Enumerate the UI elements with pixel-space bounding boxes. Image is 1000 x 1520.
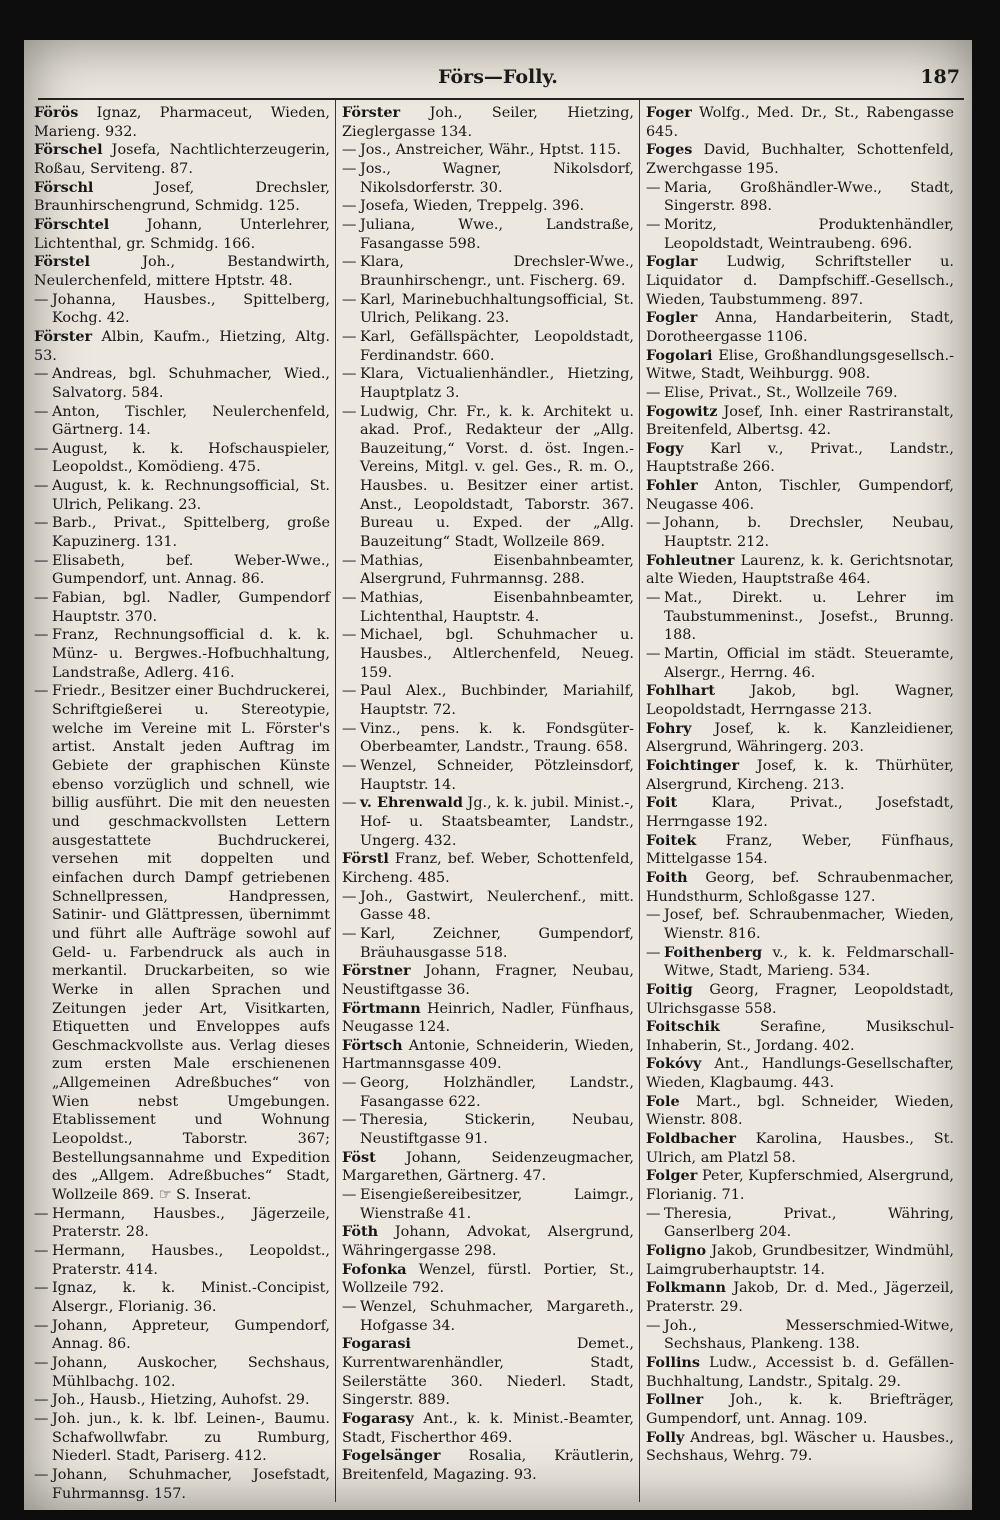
- directory-entry: [342, 720, 634, 757]
- directory-entry: [646, 347, 954, 384]
- entry-text: Franz, Weber, Fünfhaus, Mittelgasse 154.: [646, 832, 954, 868]
- entry-text: Demet., Kurrentwarenhändler, Stadt, Seilerstätte 360. Niederl. Stadt, Singerstr. 889.: [342, 1336, 634, 1409]
- directory-entry: [34, 403, 330, 440]
- entry-text: Ant., k. k. Minist.-Beamter, Stadt, Fischerthor 469.: [342, 1410, 634, 1446]
- ditto-dash: —: [342, 795, 357, 812]
- entry-text: Johann, Unterlehrer, Lichtenthal, gr. Schmidg. 166.: [34, 216, 330, 252]
- entry-surname: Fogy: [646, 439, 684, 457]
- directory-entry: [646, 253, 954, 309]
- entry-text: August, k. k. Rechnungsofficial, St. Ulrich, Pelikang. 23.: [52, 478, 330, 513]
- entry-text: Joh., k. k. Briefträger, Gumpendorf, unt. Annag. 109.: [646, 1392, 955, 1427]
- directory-entry: [34, 1242, 330, 1279]
- entry-surname: Foithenberg: [664, 943, 763, 961]
- ditto-dash: —: [34, 1243, 49, 1260]
- directory-entry: [342, 365, 634, 402]
- directory-entry: [646, 552, 954, 589]
- entry-text: Andreas, bgl. Schuhmacher, Wied., Salvatorg. 584.: [52, 366, 330, 401]
- entry-text: Anton, Tischler, Gumpendorf, Neugasse 406.: [646, 478, 954, 513]
- ditto-dash: —: [342, 216, 357, 233]
- entry-surname: v. Ehrenwald: [360, 794, 463, 812]
- ditto-dash: —: [342, 1299, 357, 1315]
- entry-text: v., k. k. Feldmarschall-Witwe, Stadt, Marieng. 534.: [664, 944, 955, 980]
- directory-entry: [646, 1429, 954, 1466]
- ditto-dash: —: [34, 1466, 49, 1483]
- directory-entry: [342, 1037, 634, 1074]
- entry-surname: Fohleutner: [646, 551, 735, 569]
- running-title: Förs—Folly.: [438, 66, 558, 88]
- entry-surname: Follins: [646, 1353, 700, 1371]
- entry-text: Ludw., Accessist b. d. Gefällen-Buchhaltung, Landstr., Spitalg. 29.: [646, 1354, 954, 1390]
- ditto-dash: —: [646, 1317, 661, 1334]
- directory-entry: [646, 869, 954, 906]
- column-2: [342, 104, 634, 1502]
- ditto-dash: —: [342, 198, 357, 215]
- entry-text: Elise, Privat., St., Wollzeile 769.: [664, 384, 898, 401]
- directory-entry: [646, 757, 954, 794]
- entry-text: Anna, Handarbeiterin, Stadt, Dorotheergasse 1106.: [646, 310, 954, 345]
- directory-entry: [646, 514, 954, 551]
- ditto-dash: —: [342, 888, 357, 905]
- entry-text: Wolfg., Med. Dr., St., Rabengasse 645.: [646, 105, 954, 140]
- entry-text: Wenzel, Schneider, Pötzleinsdorf, Hauptstr. 14.: [360, 757, 634, 793]
- directory-entry: [646, 403, 954, 440]
- entry-surname: Foges: [646, 141, 693, 159]
- entry-text: Karl, Marinebuchhaltungsofficial, St. Ulrich, Pelikang. 23.: [360, 291, 634, 327]
- directory-entry: [342, 1447, 634, 1484]
- directory-entry: [646, 216, 954, 253]
- directory-entry: [342, 1410, 634, 1447]
- entry-surname: Fole: [646, 1092, 680, 1110]
- directory-entry: [342, 104, 634, 141]
- ditto-dash: —: [342, 1187, 357, 1204]
- directory-entry: [342, 850, 634, 887]
- directory-entry: [342, 962, 634, 999]
- directory-entry: [646, 1093, 954, 1130]
- directory-entry: [646, 440, 954, 477]
- entry-text: Fabian, bgl. Nadler, Gumpendorf Hauptstr. 370.: [52, 590, 330, 625]
- entry-surname: Foitschik: [646, 1018, 720, 1036]
- entry-surname: Foldbacher: [646, 1130, 736, 1148]
- entry-surname: Follner: [646, 1391, 704, 1409]
- directory-entry: [34, 1466, 330, 1503]
- ditto-dash: —: [34, 366, 49, 383]
- entry-surname: Fogarasy: [342, 1409, 414, 1427]
- ditto-dash: —: [342, 328, 357, 345]
- entry-text: Theresia, Privat., Währing, Ganserlberg 204.: [664, 1205, 954, 1241]
- directory-entry: [342, 626, 634, 682]
- ditto-dash: —: [34, 1354, 49, 1371]
- directory-entry: [342, 757, 634, 794]
- directory-page: [24, 40, 972, 1510]
- entry-text: Albin, Kaufm., Hietzing, Altg. 53.: [34, 328, 331, 364]
- entry-text: Georg, Fragner, Leopoldstadt, Ulrichsgasse 558.: [646, 981, 955, 1017]
- ditto-dash: —: [646, 384, 661, 401]
- entry-text: Rosalia, Kräutlerin, Breitenfeld, Magazing. 93.: [342, 1448, 634, 1483]
- entry-text: Joh., Gastwirt, Neulerchenf., mitt. Gasse 48.: [360, 888, 634, 924]
- entry-surname: Foitig: [646, 980, 693, 998]
- directory-entry: [342, 216, 634, 253]
- directory-entry: [34, 477, 330, 514]
- column-divider: [335, 100, 336, 1502]
- entry-text: Moritz, Produktenhändler, Leopoldstadt, Weintraubeng. 696.: [664, 216, 954, 252]
- directory-entry: [646, 944, 954, 981]
- entry-text: Karl, Zeichner, Gumpendorf, Bräuhausgasse 518.: [360, 925, 634, 961]
- directory-entry: [342, 1335, 634, 1410]
- entry-text: Franz, Rechnungsofficial d. k. k. Münz- u. Bergwes.-Hofbuchhaltung, Landstraße, Adlerg. 416.: [52, 627, 330, 681]
- directory-entry: [34, 1317, 330, 1354]
- entry-text: Elisabeth, bef. Weber-Wwe., Gumpendorf, unt. Annag. 86.: [52, 552, 330, 588]
- ditto-dash: —: [646, 515, 661, 532]
- entry-text: Eisengießereibesitzer, Laimgr., Wienstraße 41.: [360, 1187, 634, 1222]
- entry-text: Jakob, Grundbesitzer, Windmühl, Laimgruberhauptstr. 14.: [646, 1243, 954, 1278]
- entry-text: Klara, Drechsler-Wwe., Braunhirschengr., unt. Fischerg. 69.: [360, 254, 634, 289]
- entry-surname: Foitek: [646, 831, 697, 849]
- entry-surname: Fogarasi: [342, 1335, 411, 1353]
- entry-text: Mat., Direkt. u. Lehrer im Taubstummeninst., Josefst., Brunng. 188.: [664, 590, 954, 644]
- entry-surname: Folly: [646, 1428, 685, 1446]
- entry-surname: Fogowitz: [646, 402, 718, 420]
- directory-entry: [34, 216, 330, 253]
- entry-surname: Förster: [342, 104, 401, 121]
- entry-text: Georg, bef. Schraubenmacher, Hundsthurm, Schloßgasse 127.: [646, 869, 954, 905]
- entry-text: Karolina, Hausbes., St. Ulrich, am Platzl 58.: [646, 1131, 954, 1166]
- entry-surname: Förtsch: [342, 1036, 403, 1054]
- entry-surname: Fofonka: [342, 1260, 407, 1278]
- entry-text: Theresia, Stickerin, Neubau, Neustiftgasse 91.: [360, 1112, 634, 1148]
- directory-entry: [34, 291, 330, 328]
- entry-surname: Förster: [34, 327, 93, 345]
- entry-text: Jos., Anstreicher, Währ., Hptst. 115.: [360, 142, 621, 159]
- entry-surname: Fogler: [646, 309, 698, 327]
- ditto-dash: —: [342, 160, 357, 177]
- ditto-dash: —: [34, 552, 49, 569]
- entry-surname: Förschel: [34, 141, 103, 159]
- ditto-dash: —: [646, 907, 661, 924]
- directory-entry: [646, 981, 954, 1018]
- directory-entry: [342, 682, 634, 719]
- entry-text: Josef, Drechsler, Braunhirschengrund, Schmidg. 125.: [34, 179, 331, 215]
- directory-entry: [34, 1391, 330, 1410]
- directory-entry: [34, 141, 330, 178]
- entry-surname: Förstner: [342, 962, 411, 980]
- entry-surname: Fokóvy: [646, 1055, 702, 1073]
- entry-surname: Folger: [646, 1167, 698, 1185]
- ditto-dash: —: [34, 590, 49, 607]
- directory-entry: [646, 645, 954, 682]
- directory-entry: [342, 794, 634, 850]
- entry-text: Jakob, bgl. Wagner, Leopoldstadt, Herrngasse 213.: [646, 683, 954, 718]
- directory-entry: [342, 925, 634, 962]
- directory-entry: [342, 1000, 634, 1037]
- directory-entry: [342, 141, 634, 160]
- directory-entry: [646, 1055, 954, 1092]
- directory-entry: [342, 1186, 634, 1223]
- ditto-dash: —: [646, 179, 661, 196]
- ditto-dash: —: [34, 478, 49, 495]
- directory-entry: [342, 160, 634, 197]
- entry-text: Joh., Messerschmied-Witwe, Sechshaus, Plankeng. 138.: [664, 1317, 954, 1353]
- directory-entry: [646, 1354, 954, 1391]
- ditto-dash: —: [342, 552, 357, 569]
- entry-text: Antonie, Schneiderin, Wieden, Hartmannsgasse 409.: [342, 1037, 635, 1073]
- entry-text: Johann, Auskocher, Sechshaus, Mühlbachg. 102.: [52, 1354, 330, 1390]
- ditto-dash: —: [34, 291, 49, 308]
- entry-surname: Förös: [34, 104, 79, 121]
- entry-text: Paul Alex., Buchbinder, Mariahilf, Hauptstr. 72.: [360, 683, 634, 718]
- directory-entry: [646, 477, 954, 514]
- directory-entry: [646, 309, 954, 346]
- directory-entry: [342, 253, 634, 290]
- ditto-dash: —: [342, 720, 357, 737]
- entry-text: Michael, bgl. Schuhmacher u. Hausbes., Altlerchenfeld, Neueg. 159.: [360, 627, 634, 681]
- directory-entry: [646, 104, 954, 141]
- ditto-dash: —: [342, 757, 357, 774]
- entry-text: Josefa, Nachtlichterzeugerin, Roßau, Serviteng. 87.: [34, 142, 330, 177]
- entry-text: Josef, k. k. Thürhüter, Alsergrund, Kircheng. 213.: [646, 757, 954, 793]
- entry-text: Ludwig, Chr. Fr., k. k. Architekt u. akad. Prof., Redakteur der „Allg. Bauzeitung,“ Vorst. d. öst. Ingen.-Vereins, Mitgl. v. gel. Ges., R. m. O., Hausbes. u. Besitzer einer artist. Anst., Leopoldstadt, Taborstr. 367. Bureau u. Exped. der „Allg. Bauzeitung“ Stadt, Wollzeile 869.: [360, 403, 634, 551]
- directory-entry: [342, 1298, 634, 1335]
- directory-entry: [34, 626, 330, 682]
- ditto-dash: —: [342, 142, 357, 159]
- directory-entry: [646, 832, 954, 869]
- entry-text: Juliana, Wwe., Landstraße, Fasangasse 598.: [360, 216, 634, 252]
- directory-entry: [646, 384, 954, 403]
- column-3: [646, 104, 954, 1502]
- directory-entry: [34, 440, 330, 477]
- entry-text: Maria, Großhändler-Wwe., Stadt, Singerstr. 898.: [664, 179, 954, 215]
- entry-text: Klara, Victualienhändler., Hietzing, Hauptplatz 3.: [360, 366, 634, 401]
- entry-surname: Foligno: [646, 1242, 707, 1260]
- directory-entry: [646, 179, 954, 216]
- entry-surname: Förschtel: [34, 215, 110, 233]
- directory-entry: [342, 1149, 634, 1186]
- entry-text: Ludwig, Schriftsteller u. Liquidator d. Dampfschiff.-Gesellsch., Wieden, Taubstummeng. 897.: [646, 254, 954, 308]
- entry-surname: Foichtinger: [646, 756, 740, 774]
- entry-surname: Fohler: [646, 477, 698, 495]
- directory-entry: [646, 1205, 954, 1242]
- directory-entry: [34, 514, 330, 551]
- entry-text: Andreas, bgl. Wäscher u. Hausbes., Sechshaus, Wehrg. 79.: [646, 1429, 954, 1465]
- ditto-dash: —: [342, 366, 357, 383]
- entry-text: Hermann, Hausbes., Jägerzeile, Praterstr. 28.: [52, 1205, 330, 1241]
- ditto-dash: —: [342, 1075, 357, 1092]
- directory-entry: [342, 291, 634, 328]
- ditto-dash: —: [34, 627, 49, 644]
- directory-entry: [646, 1167, 954, 1204]
- entry-text: Georg, Holzhändler, Landstr., Fasangasse 622.: [360, 1075, 634, 1110]
- entry-surname: Föst: [342, 1148, 376, 1166]
- directory-entry: [646, 720, 954, 757]
- entry-text: Johann, b. Drechsler, Neubau, Hauptstr. 212.: [664, 515, 954, 551]
- entry-surname: Förstl: [342, 850, 389, 868]
- directory-entry: [342, 197, 634, 216]
- directory-entry: [646, 1242, 954, 1279]
- ditto-dash: —: [34, 1392, 49, 1409]
- directory-entry: [342, 1261, 634, 1298]
- directory-entry: [342, 888, 634, 925]
- directory-entry: [646, 1279, 954, 1316]
- entry-text: Johann, Schuhmacher, Josefstadt, Fuhrmannsg. 157.: [52, 1466, 330, 1502]
- directory-entry: [34, 1205, 330, 1242]
- header-rule: [38, 98, 964, 100]
- entry-text: Barb., Privat., Spittelberg, große Kapuzinerg. 131.: [52, 515, 330, 551]
- directory-entry: [646, 1391, 954, 1428]
- entry-surname: Fogolari: [646, 346, 713, 364]
- entry-surname: Fogelsänger: [342, 1447, 441, 1465]
- entry-text: Ant., Handlungs-Gesellschafter, Wieden, Klagbaumg. 443.: [646, 1056, 954, 1092]
- directory-entry: [646, 906, 954, 943]
- ditto-dash: —: [342, 590, 357, 607]
- directory-entry: [646, 1130, 954, 1167]
- directory-entry: [646, 589, 954, 645]
- entry-surname: Foglar: [646, 253, 698, 271]
- entry-text: Mart., bgl. Schneider, Wieden, Wienstr. 808.: [646, 1093, 954, 1129]
- entry-text: Karl, Gefällspächter, Leopoldstadt, Ferdinandstr. 660.: [360, 328, 634, 364]
- entry-text: Laurenz, k. k. Gerichtsnotar, alte Wieden, Hauptstraße 464.: [646, 552, 954, 588]
- entry-surname: Foit: [646, 794, 678, 812]
- entry-text: Jakob, Dr. d. Med., Jägerzeil, Praterstr. 29.: [646, 1280, 954, 1315]
- ditto-dash: —: [646, 590, 661, 607]
- entry-surname: Förtmann: [342, 999, 421, 1017]
- entry-text: Jos., Wagner, Nikolsdorf, Nikolsdorferstr. 30.: [360, 160, 634, 196]
- entry-text: Josef, bef. Schraubenmacher, Wieden, Wienstr. 816.: [664, 907, 954, 942]
- entry-surname: Foger: [646, 104, 692, 121]
- entry-text: Johanna, Hausbes., Spittelberg, Kochg. 42.: [52, 291, 330, 327]
- directory-entry: [342, 589, 634, 626]
- directory-entry: [34, 552, 330, 589]
- directory-entry: [34, 1354, 330, 1391]
- entry-surname: Fohlhart: [646, 682, 715, 700]
- directory-entry: [34, 365, 330, 402]
- column-divider: [639, 100, 640, 1502]
- entry-text: Joh., Seiler, Hietzing, Zieglergasse 134.: [342, 105, 635, 140]
- ditto-dash: —: [646, 646, 661, 663]
- entry-text: Josef, Inh. einer Rastriranstalt, Breitenfeld, Albertsg. 42.: [646, 403, 954, 439]
- entry-text: Johann, Advokat, Alsergrund, Währingergasse 298.: [342, 1224, 634, 1260]
- directory-entry: [342, 1111, 634, 1148]
- entry-text: Peter, Kupferschmied, Alsergrund, Florianig. 71.: [646, 1168, 955, 1204]
- entry-text: Mathias, Eisenbahnbeamter, Alsergrund, Fuhrmannsg. 288.: [360, 552, 634, 588]
- directory-entry: [34, 1279, 330, 1316]
- entry-text: Martin, Official im städt. Steueramte, Alsergr., Herrng. 46.: [664, 646, 954, 681]
- ditto-dash: —: [34, 683, 49, 700]
- ditto-dash: —: [342, 254, 357, 271]
- entry-text: Franz, bef. Weber, Schottenfeld, Kircheng. 485.: [342, 851, 635, 886]
- entry-text: Joh., Bestandwirth, Neulerchenfeld, mittere Hptstr. 48.: [34, 254, 331, 289]
- directory-entry: [342, 403, 634, 552]
- entry-text: Anton, Tischler, Neulerchenfeld, Gärtnerg. 14.: [52, 403, 330, 439]
- entry-text: Heinrich, Nadler, Fünfhaus, Neugasse 124.: [342, 1000, 634, 1036]
- directory-entry: [342, 552, 634, 589]
- directory-entry: [34, 589, 330, 626]
- entry-text: Vinz., pens. k. k. Fondsgüter-Oberbeamter, Landstr., Traung. 658.: [360, 720, 634, 756]
- entry-text: Serafine, Musikschul-Inhaberin, St., Jordang. 402.: [646, 1019, 954, 1054]
- entry-text: Josef, k. k. Kanzleidiener, Alsergrund, Währingerg. 203.: [646, 720, 954, 756]
- directory-entry: [646, 1018, 954, 1055]
- directory-entry: [342, 1223, 634, 1260]
- directory-entry: [646, 141, 954, 178]
- ditto-dash: —: [34, 515, 49, 532]
- ditto-dash: —: [342, 683, 357, 700]
- ditto-dash: —: [34, 1205, 49, 1222]
- directory-entry: [34, 104, 330, 141]
- ditto-dash: —: [342, 403, 357, 420]
- ditto-dash: —: [34, 1280, 49, 1297]
- entry-text: Ignaz, Pharmaceut, Wieden, Marieng. 932.: [34, 105, 330, 140]
- entry-text: Jg., k. k. jubil. Minist.-, Hof- u. Staatsbeamter, Landstr., Ungerg. 432.: [360, 795, 634, 849]
- entry-surname: Föth: [342, 1223, 379, 1241]
- ditto-dash: —: [34, 1410, 49, 1427]
- entry-text: Mathias, Eisenbahnbeamter, Lichtenthal, Hauptstr. 4.: [360, 590, 634, 625]
- entry-text: Joh., Hausb., Hietzing, Auhofst. 29.: [52, 1392, 310, 1409]
- ditto-dash: —: [342, 925, 357, 942]
- entry-text: Wenzel, fürstl. Portier, St., Wollzeile 792.: [342, 1261, 634, 1297]
- entry-text: Ignaz, k. k. Minist.-Concipist, Alsergr., Florianig. 36.: [52, 1280, 330, 1315]
- ditto-dash: —: [646, 944, 661, 961]
- ditto-dash: —: [34, 1317, 49, 1334]
- ditto-dash: —: [342, 627, 357, 644]
- directory-entry: [646, 794, 954, 831]
- entry-text: August, k. k. Hofschauspieler, Leopoldst., Komödieng. 475.: [52, 440, 330, 476]
- directory-entry: [34, 328, 330, 365]
- ditto-dash: —: [34, 403, 49, 420]
- page-header: [24, 66, 972, 96]
- ditto-dash: —: [342, 291, 357, 308]
- directory-entry: [646, 1317, 954, 1354]
- entry-text: Elise, Großhandlungsgesellsch.-Witwe, Stadt, Weihburgg. 908.: [646, 347, 954, 383]
- ditto-dash: —: [646, 1205, 661, 1222]
- directory-entry: [342, 1074, 634, 1111]
- directory-entry: [342, 328, 634, 365]
- entry-text: Johann, Fragner, Neubau, Neustiftgasse 36.: [342, 963, 634, 998]
- ditto-dash: —: [646, 216, 661, 233]
- entry-text: Johann, Seidenzeugmacher, Margarethen, Gärtnerg. 47.: [342, 1149, 634, 1185]
- ditto-dash: —: [342, 1112, 357, 1129]
- entry-text: Josefa, Wieden, Treppelg. 396.: [360, 198, 585, 215]
- entry-surname: Fohry: [646, 719, 692, 737]
- page-number: 187: [920, 66, 960, 88]
- directory-entry: [34, 179, 330, 216]
- directory-entry: [34, 1410, 330, 1466]
- entry-text: Wenzel, Schuhmacher, Margareth., Hofgasse 34.: [360, 1299, 634, 1334]
- entry-text: Hermann, Hausbes., Leopoldst., Praterstr. 414.: [52, 1243, 330, 1278]
- entry-surname: Foith: [646, 868, 688, 886]
- entry-text: Johann, Appreteur, Gumpendorf, Annag. 86.: [52, 1317, 330, 1353]
- column-1: [34, 104, 330, 1502]
- entry-surname: Förschl: [34, 178, 94, 196]
- entry-surname: Folkmann: [646, 1279, 726, 1297]
- entry-text: Joh. jun., k. k. lbf. Leinen-, Baumu. Schafwollwfabr. zu Rumburg, Niederl. Stadt, Pariserg. 412.: [52, 1410, 330, 1465]
- ditto-dash: —: [34, 440, 49, 457]
- entry-text: David, Buchhalter, Schottenfeld, Zwerchgasse 195.: [646, 142, 954, 177]
- entry-surname: Förstel: [34, 253, 90, 271]
- directory-entry: [34, 682, 330, 1204]
- entry-text: Karl v., Privat., Landstr., Hauptstraße 266.: [646, 440, 955, 476]
- entry-text: Friedr., Besitzer einer Buchdruckerei, Schriftgießerei u. Stereotypie, welche im Vereine mit L. Förster's artist. Anstalt jeden Auftrag im Gebiete der graphischen Künste ebenso vorzüglich und schnell, wie billig ausführt. Die mit den neuesten und geschmackvollsten Lettern ausgestattete Buchdruckerei, versehen mit doppelten und einfachen durch Dampf getriebenen Schnellpressen, Handpressen, Satinir- und Glättpressen, übernimmt und führt alle Aufträge sowohl auf Geld- u. Farbendruck als auch in merkantil. Druckarbeiten, so wie Werke in allen Sprachen und Zeitungen jeder Art, Visitkarten, Etiquetten und Enveloppes aufs Geschmackvollste aus. Verlag dieses zum ersten Male erschienenen „Allgemeinen Adreßbuches“ von Wien nebst Umgebungen. Etablissement und Wohnung Leopoldst., Taborstr. 367; Bestellungsannahme und Expedition des „Allgem. Adreßbuches“ Stadt, Wollzeile 869. ☞ S. Inserat.: [52, 683, 330, 1204]
- entry-text: Klara, Privat., Josefstadt, Herrngasse 192.: [646, 795, 955, 830]
- directory-entry: [646, 682, 954, 719]
- directory-entry: [34, 253, 330, 290]
